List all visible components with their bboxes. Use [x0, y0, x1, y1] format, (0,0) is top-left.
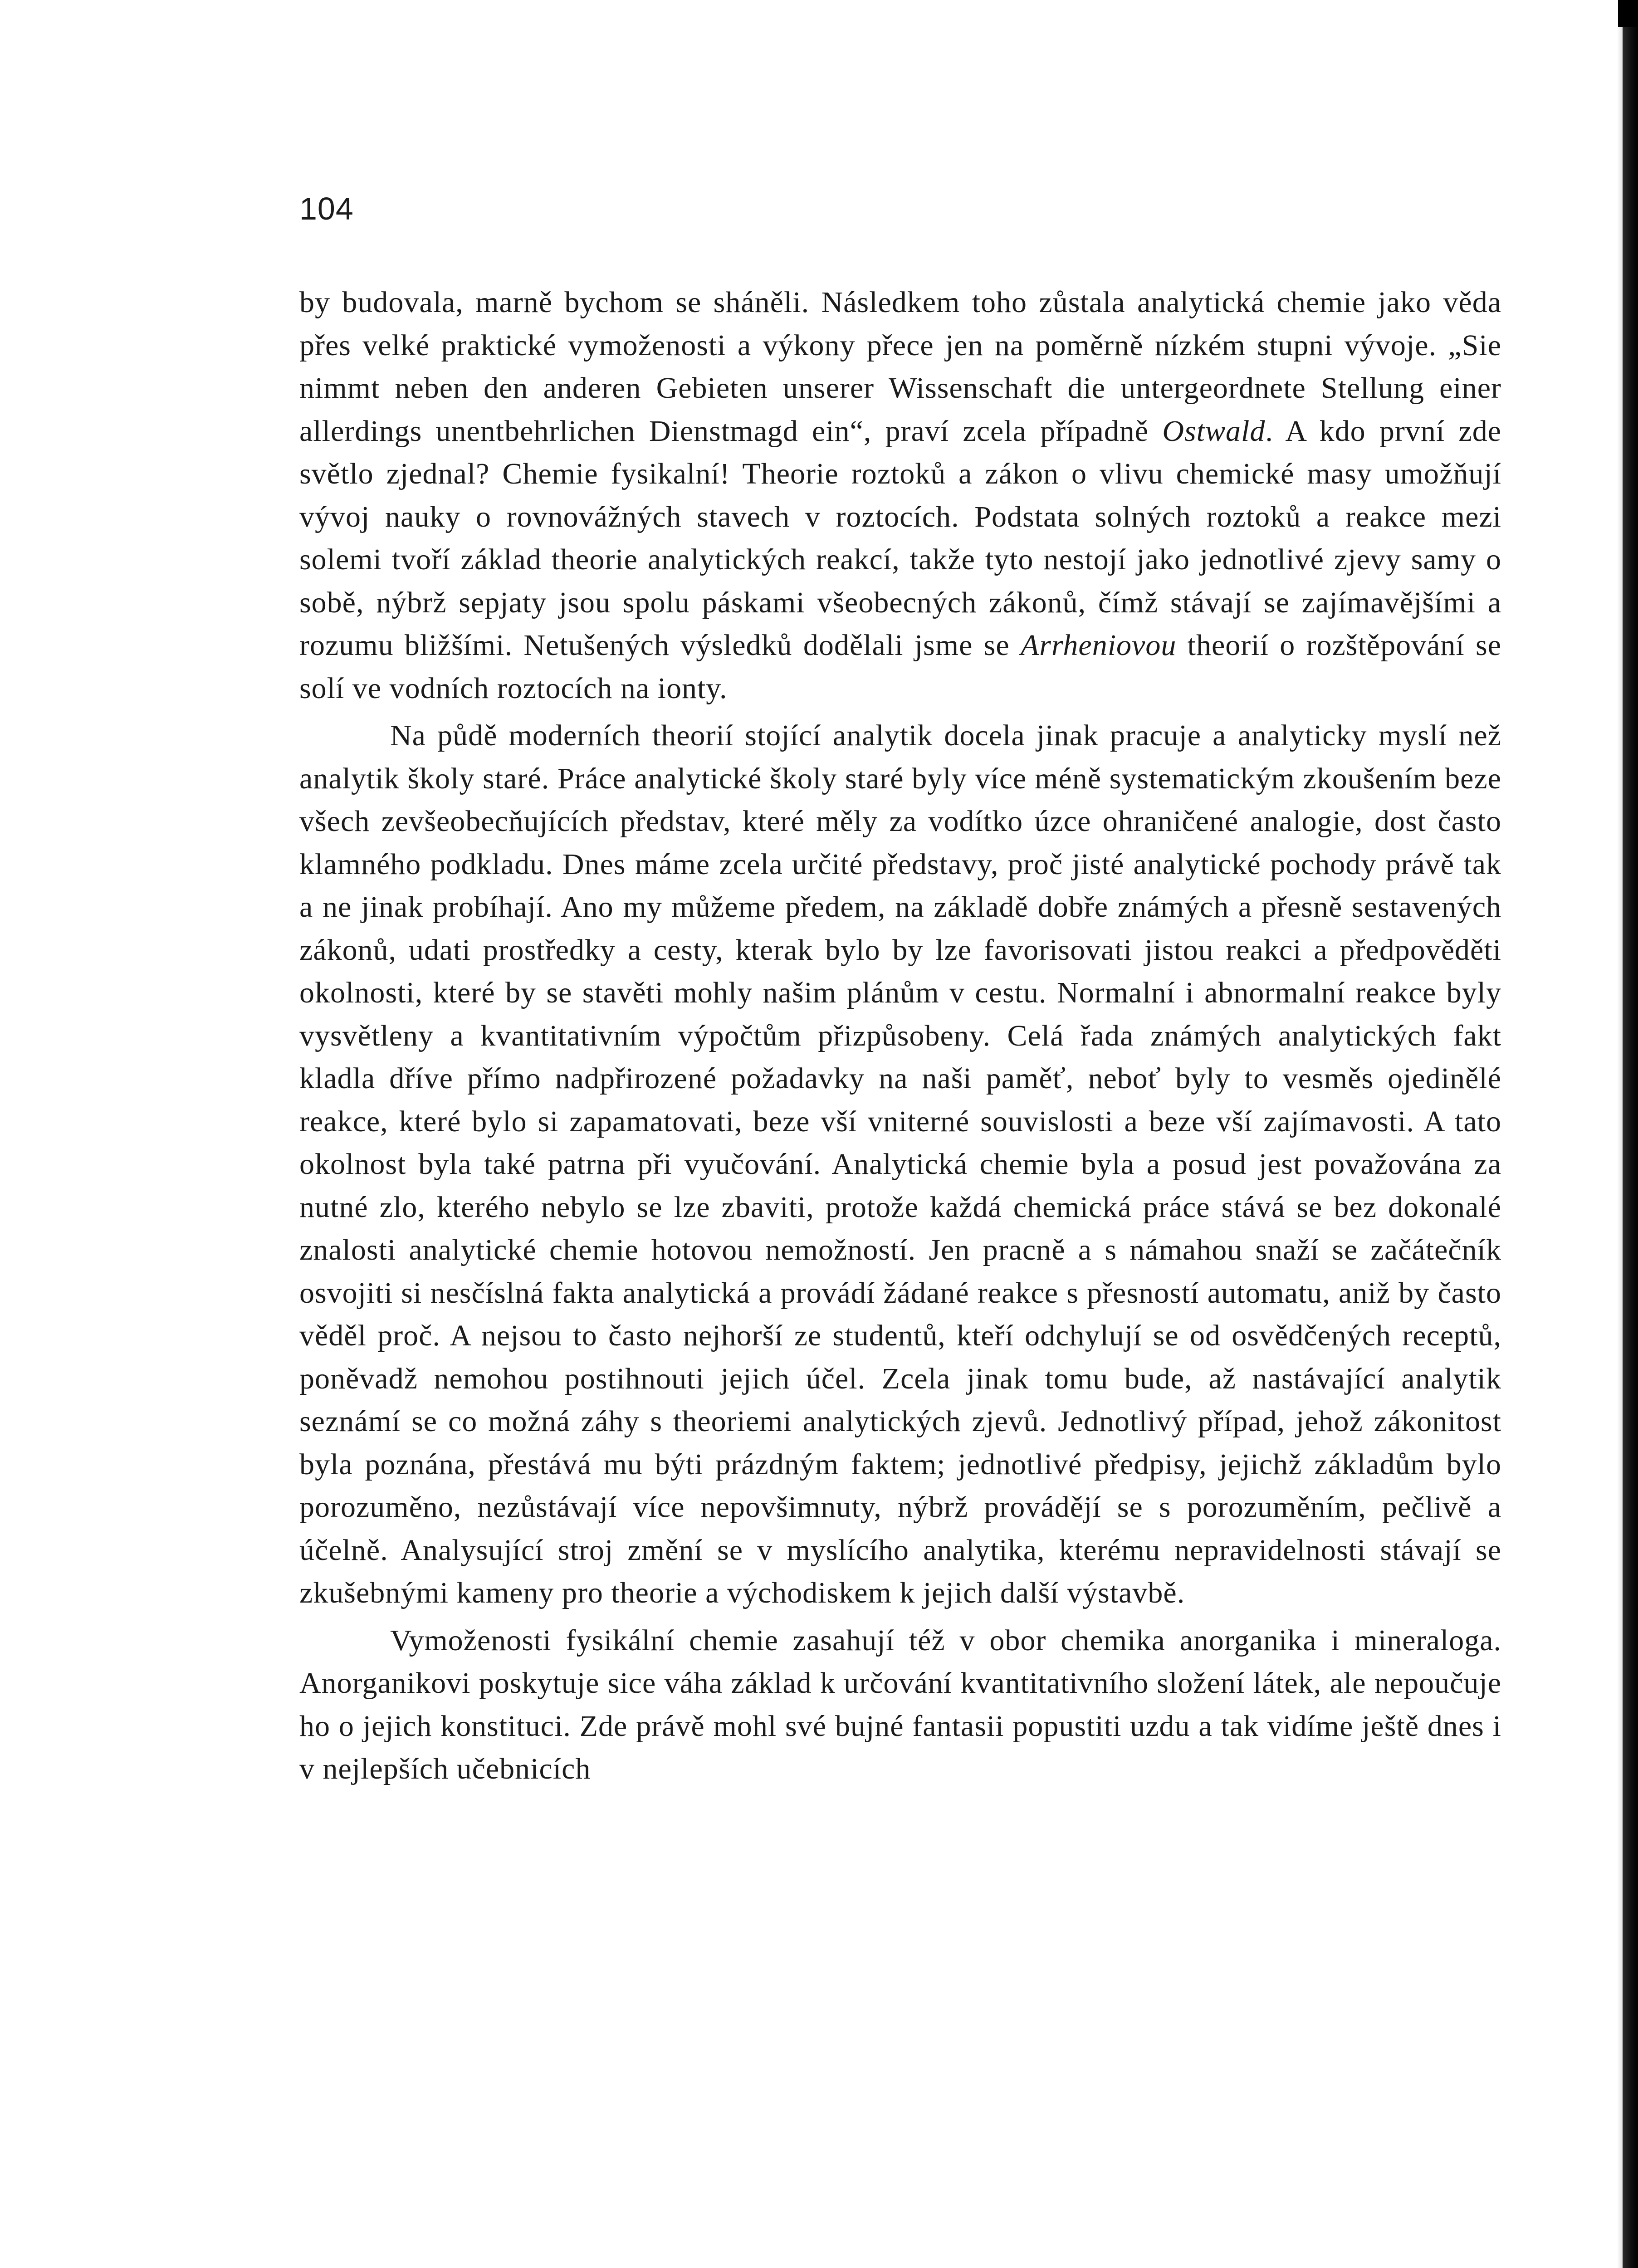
paragraph-1: [299, 281, 1501, 710]
paragraph-3: Vymoženosti fysikální chemie zasahují též v obor chemika anorganika i mineraloga. Anorganikovi poskytuje sice váha základ k určování kvantitativního složení látek, ale nepoučuje ho o jejich konstituci. Zde právě mohl své bujné fantasii popustiti uzdu a tak vidíme ještě dnes i v nejlepších učebnicích: [299, 1623, 1501, 1785]
paragraph-1-end: theorií o rozštěpování se solí ve vodních roztocích na ionty.: [299, 629, 1502, 705]
page-number: 104: [299, 191, 354, 226]
paragraph-2: Na půdě moderních theorií stojící analytik docela jinak pracuje a analyticky myslí než analytik školy staré. Práce analytické školy staré byly více méně systematickým zkoušením beze všech zevšeobecňujících představ, které měly za vodítko úzce ohraničené analogie, dost často klamného podkladu. Dnes máme zcela určité představy, proč jisté analytické pochody právě tak a ne jinak probíhají. Ano my můžeme předem, na základě dobře známých a přesně sestavených zákonů, udati prostředky a cesty, kterak bylo by lze favorisovati jistou reakci a předpověděti okolnosti, které by se stavěti mohly našim plánům v cestu. Normalní i abnormalní reakce byly vysvětleny a kvantitativním výpočtům přizpůsobeny. Celá řada známých analytických fakt kladla dříve přímo nadpřirozené požadavky na naši paměť, neboť byly to vesměs ojedinělé reakce, které bylo si zapamatovati, beze vší vniterné souvislosti a beze vší zajímavosti. A tato okolnost byla také patrna při vyučování. Analytická chemie byla a posud jest považována za nutné zlo, kterého nebylo se lze zbaviti, protože každá chemická práce stává se bez dokonalé znalosti analytické chemie hotovou nemožností. Jen pracně a s námahou snaží se začátečník osvojiti si nesčíslná fakta analytická a provádí žádané reakce s přesností automatu, aniž by často věděl proč. A nejsou to často nejhorší ze studentů, kteří odchylují se od osvědčených receptů, poněvadž nemohou postihnouti jejich účel. Zcela jinak tomu bude, až nastávající analytik seznámí se co možná záhy s theoriemi analytických zjevů. Jednotlivý případ, jehož zákonitost byla poznána, přestává mu býti prázdným faktem; jednotlivé předpisy, jejichž základům bylo porozuměno, nezůstávají více nepovšimnuty, nýbrž provádějí se s porozuměním, pečlivě a účelně. Analysující stroj změní se v myslícího analytika, kterému nepravidelnosti stávají se zkušebnými kameny pro theorie a východiskem k jejich další výstavbě.: [299, 719, 1501, 1609]
scan-gutter-shadow: [1617, 0, 1623, 2268]
paragraph-1-start: by budovala, marně bychom se sháněli. Následkem toho zůstala analytická chemie jako věda přes velké praktické vymoženosti a výkony přece jen na poměrně nízkém stupni vývoje. „Sie nimmt neben den anderen Gebieten unserer Wissenschaft die untergeordnete Stellung einer allerdings unentbehrlichen Dienstmagd ein“, praví zcela případně: [299, 286, 1501, 448]
author-ostwald: Ostwald: [1162, 414, 1266, 448]
paragraph-1-middle: . A kdo první zde světlo zjednal? Chemie fysikalní! Theorie roztoků a zákon o vlivu chemické masy umožňují vývoj nauky o rovnovážných stavech v roztocích. Podstata solných roztoků a reakce mezi solemi tvoří základ theorie analytických reakcí, takže tyto nestojí jako jednotlivé zjevy samy o sobě, nýbrž sepjaty jsou spolu páskami všeobecných zákonů, čímž stávají se zajímavějšími a rozumu bližšími. Netušených výsledků dodělali jsme se: [299, 414, 1501, 662]
scan-edge-dark-border: [1623, 0, 1638, 2268]
scan-edge-top-corner: [1618, 0, 1638, 27]
author-arrhenius: Arrheniovou: [1020, 629, 1177, 662]
book-page: [299, 191, 1501, 1791]
